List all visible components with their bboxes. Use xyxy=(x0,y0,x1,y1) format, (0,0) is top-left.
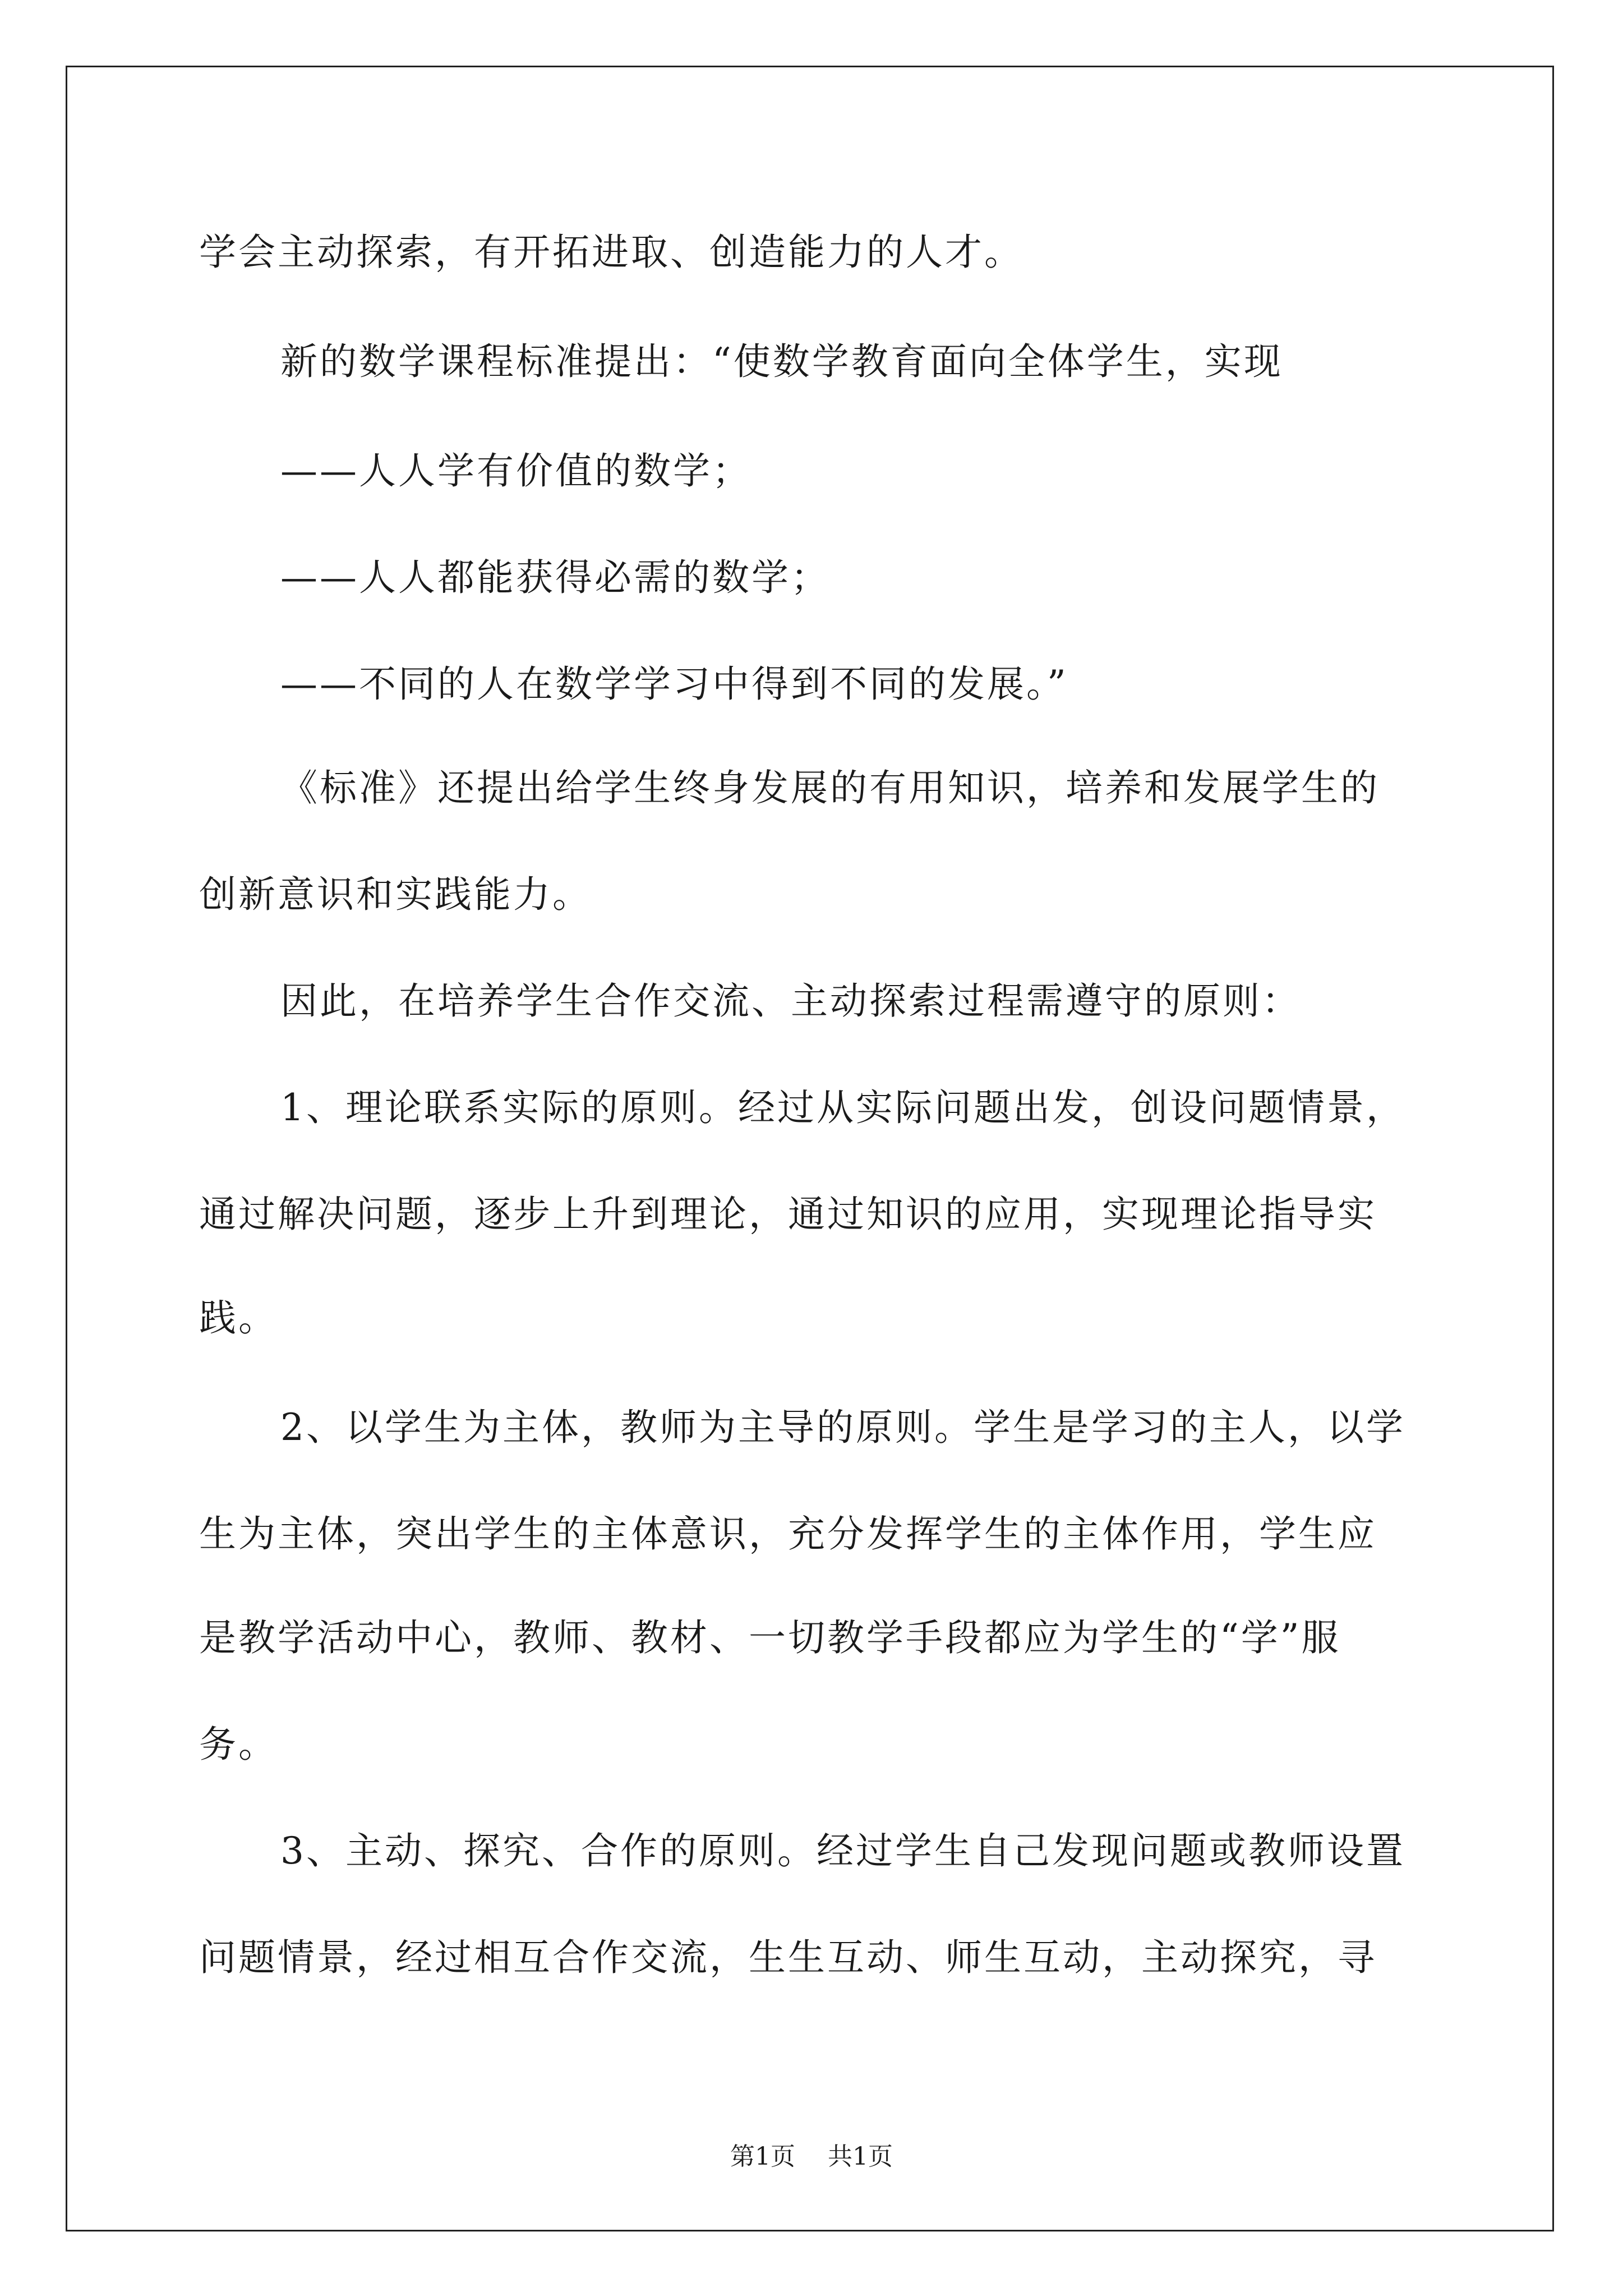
text-line: 践。 xyxy=(199,1296,278,1340)
text-line: 生为主体，突出学生的主体意识，充分发挥学生的主体作用，学生应 xyxy=(199,1512,1377,1556)
text-line: 务。 xyxy=(199,1723,278,1766)
text-line: 是教学活动中心，教师、教材、一切教学手段都应为学生的“学”服 xyxy=(199,1616,1341,1659)
text-line: 因此，在培养学生合作交流、主动探索过程需遵守的原则： xyxy=(280,979,1301,1023)
text-line: ——人人学有价值的数学； xyxy=(280,449,751,493)
text-line: 2、以学生为主体，教师为主导的原则。学生是学习的主人，以学 xyxy=(280,1406,1405,1449)
text-line: 1、理论联系实际的原则。经过从实际问题出发，创设问题情景， xyxy=(280,1086,1405,1129)
text-line: 新的数学课程标准提出：“使数学教育面向全体学生，实现 xyxy=(280,340,1283,383)
text-line: 《标准》还提出给学生终身发展的有用知识，培养和发展学生的 xyxy=(280,766,1380,809)
page-border xyxy=(66,66,1554,2231)
text-line: 学会主动探索，有开拓进取、创造能力的人才。 xyxy=(199,231,1023,274)
text-line: 问题情景，经过相互合作交流，生生互动、师生互动，主动探究，寻 xyxy=(199,1936,1377,1979)
text-line: ——不同的人在数学学习中得到不同的发展。” xyxy=(280,662,1068,706)
page-number: 第1页 xyxy=(730,2142,795,2171)
page-footer xyxy=(0,2143,1623,2171)
text-line: 创新意识和实践能力。 xyxy=(199,873,592,916)
text-line: 通过解决问题，逐步上升到理论，通过知识的应用，实现理论指导实 xyxy=(199,1193,1377,1236)
text-line: ——人人都能获得必需的数学； xyxy=(280,556,830,599)
text-line: 3、主动、探究、合作的原则。经过学生自己发现问题或教师设置 xyxy=(280,1829,1405,1872)
page-total: 共1页 xyxy=(828,2142,893,2171)
